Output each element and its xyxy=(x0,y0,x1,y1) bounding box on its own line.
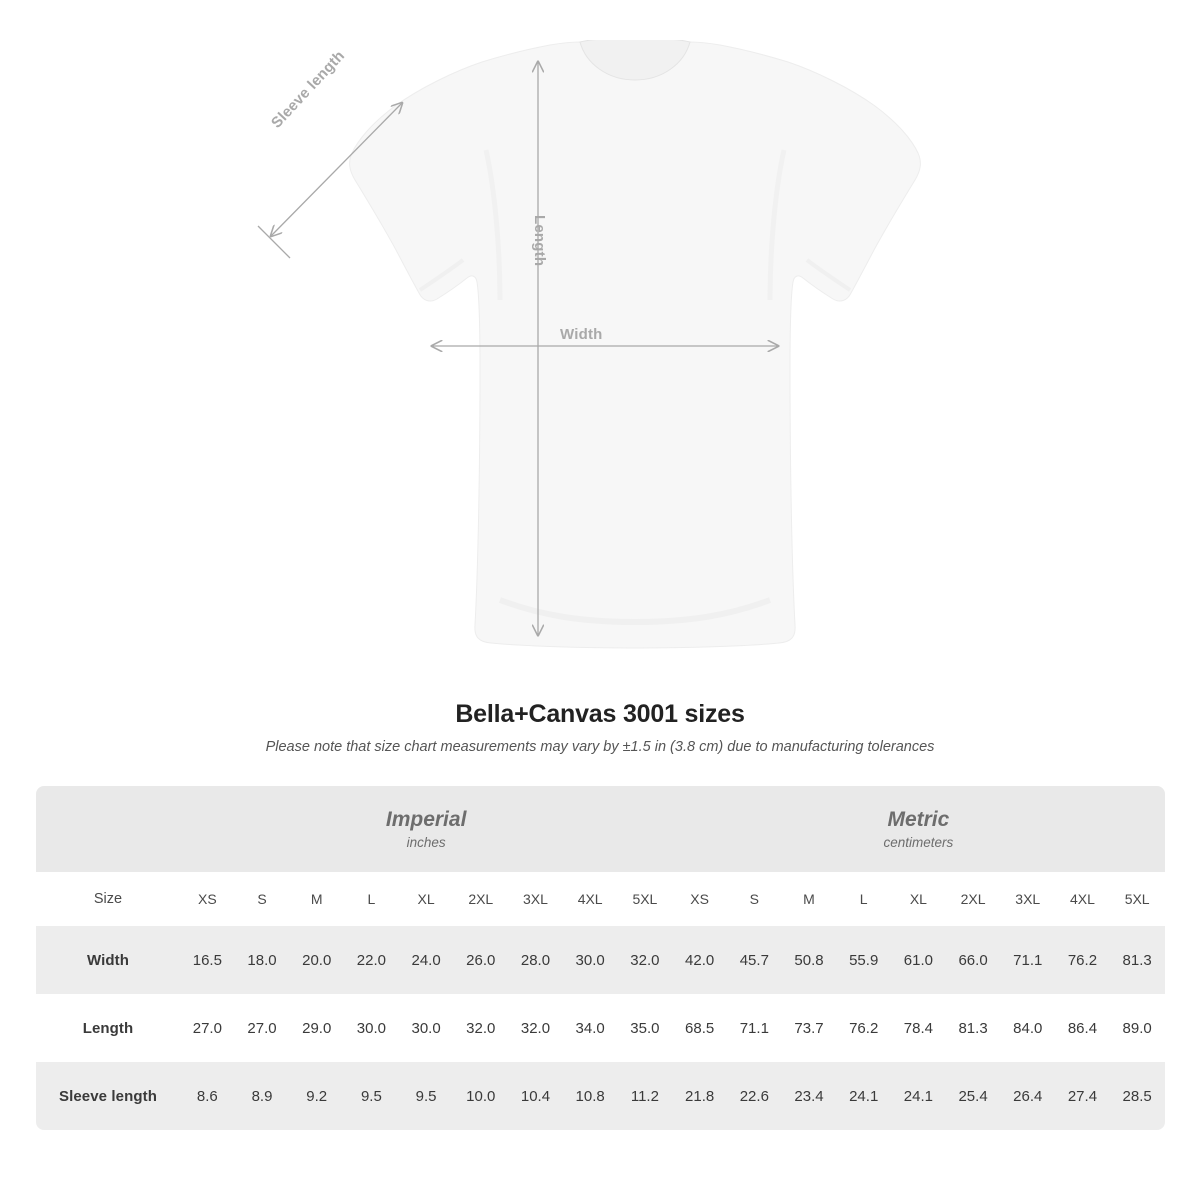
measurement-cell: 28.0 xyxy=(508,926,563,994)
size-header-cell: XS xyxy=(180,872,235,926)
measurement-cell: 32.0 xyxy=(618,926,673,994)
measurement-cell: 55.9 xyxy=(836,926,891,994)
table-row xyxy=(36,1062,1165,1130)
size-header-cell: L xyxy=(344,872,399,926)
size-header-cell: L xyxy=(836,872,891,926)
tshirt-diagram xyxy=(250,40,950,660)
measurement-cell: 34.0 xyxy=(563,994,618,1062)
measurement-cell: 24.1 xyxy=(836,1062,891,1130)
measurement-cell: 9.5 xyxy=(344,1062,399,1130)
unit-system-header-row xyxy=(36,786,1165,872)
measurement-cell: 27.0 xyxy=(180,994,235,1062)
tshirt-icon xyxy=(250,40,950,660)
measurement-cell: 27.0 xyxy=(235,994,290,1062)
size-header-cell: 2XL xyxy=(946,872,1001,926)
tolerance-note: Please note that size chart measurements may vary by ±1.5 in (3.8 cm) due to manufacturing tolerances xyxy=(265,739,935,755)
size-header-cell: S xyxy=(727,872,782,926)
measurement-cell: 26.0 xyxy=(453,926,508,994)
size-header-cell: 4XL xyxy=(563,872,618,926)
size-header-cell: XS xyxy=(672,872,727,926)
size-header-cell: M xyxy=(289,872,344,926)
measurement-cell: 42.0 xyxy=(672,926,727,994)
sleeve-length-label: Sleeve length xyxy=(268,47,349,132)
measurement-cell: 68.5 xyxy=(672,994,727,1062)
measurement-cell: 23.4 xyxy=(782,1062,837,1130)
table-row xyxy=(36,926,1165,994)
size-header-cell: 2XL xyxy=(453,872,508,926)
size-header-cell: 4XL xyxy=(1055,872,1110,926)
size-header-cell: S xyxy=(235,872,290,926)
measurement-cell: 89.0 xyxy=(1110,994,1165,1062)
unit-system-imperial xyxy=(180,786,672,872)
measurement-cell: 76.2 xyxy=(1055,926,1110,994)
measurement-cell: 71.1 xyxy=(1000,926,1055,994)
measurement-cell: 71.1 xyxy=(727,994,782,1062)
width-label: Width xyxy=(560,326,603,343)
table-row xyxy=(36,994,1165,1062)
size-chart-table xyxy=(36,786,1165,1130)
measurement-cell: 11.2 xyxy=(618,1062,673,1130)
page-title: Bella+Canvas 3001 sizes xyxy=(455,700,745,728)
measurement-cell: 24.0 xyxy=(399,926,454,994)
measurement-cell: 29.0 xyxy=(289,994,344,1062)
measurement-cell: 8.6 xyxy=(180,1062,235,1130)
measurement-cell: 66.0 xyxy=(946,926,1001,994)
measurement-cell: 28.5 xyxy=(1110,1062,1165,1130)
size-header-cell: 5XL xyxy=(618,872,673,926)
measurement-cell: 30.0 xyxy=(344,994,399,1062)
measurement-cell: 10.4 xyxy=(508,1062,563,1130)
unit-system-imperial-name: Imperial xyxy=(385,807,467,831)
measurement-cell: 61.0 xyxy=(891,926,946,994)
measurement-cell: 78.4 xyxy=(891,994,946,1062)
measurement-cell: 84.0 xyxy=(1000,994,1055,1062)
title-block xyxy=(0,700,1200,755)
size-header-cell: 3XL xyxy=(1000,872,1055,926)
measurement-cell: 16.5 xyxy=(180,926,235,994)
measurement-cell: 10.8 xyxy=(563,1062,618,1130)
measurement-cell: 27.4 xyxy=(1055,1062,1110,1130)
size-header-cell: 3XL xyxy=(508,872,563,926)
measurement-cell: 24.1 xyxy=(891,1062,946,1130)
unit-system-spacer xyxy=(36,786,180,872)
measurement-cell: 10.0 xyxy=(453,1062,508,1130)
row-label: Length xyxy=(36,994,180,1062)
unit-system-metric-unit: centimeters xyxy=(883,835,954,851)
measurement-cell: 9.2 xyxy=(289,1062,344,1130)
measurement-cell: 32.0 xyxy=(453,994,508,1062)
measurement-cell: 9.5 xyxy=(399,1062,454,1130)
measurement-cell: 22.6 xyxy=(727,1062,782,1130)
measurement-cell: 20.0 xyxy=(289,926,344,994)
measurement-cell: 22.0 xyxy=(344,926,399,994)
measurement-cell: 73.7 xyxy=(782,994,837,1062)
row-label: Width xyxy=(36,926,180,994)
unit-system-metric xyxy=(672,786,1164,872)
length-label: Length xyxy=(531,215,548,267)
measurement-cell: 86.4 xyxy=(1055,994,1110,1062)
measurement-cell: 26.4 xyxy=(1000,1062,1055,1130)
measurement-cell: 25.4 xyxy=(946,1062,1001,1130)
measurement-cell: 32.0 xyxy=(508,994,563,1062)
measurement-cell: 81.3 xyxy=(1110,926,1165,994)
size-header-row xyxy=(36,872,1165,926)
measurement-cell: 45.7 xyxy=(727,926,782,994)
unit-system-imperial-unit: inches xyxy=(406,835,446,851)
measurement-cell: 30.0 xyxy=(563,926,618,994)
measurement-cell: 76.2 xyxy=(836,994,891,1062)
measurement-cell: 30.0 xyxy=(399,994,454,1062)
measurement-cell: 35.0 xyxy=(618,994,673,1062)
size-table-wrapper xyxy=(36,786,1164,1130)
size-header-cell: 5XL xyxy=(1110,872,1165,926)
size-header-cell: M xyxy=(782,872,837,926)
size-header-cell: XL xyxy=(399,872,454,926)
size-header-label: Size xyxy=(36,872,180,926)
row-label: Sleeve length xyxy=(36,1062,180,1130)
measurement-cell: 81.3 xyxy=(946,994,1001,1062)
measurement-cell: 18.0 xyxy=(235,926,290,994)
size-header-cell: XL xyxy=(891,872,946,926)
measurement-cell: 50.8 xyxy=(782,926,837,994)
measurement-cell: 21.8 xyxy=(672,1062,727,1130)
measurement-cell: 8.9 xyxy=(235,1062,290,1130)
unit-system-metric-name: Metric xyxy=(887,807,950,831)
